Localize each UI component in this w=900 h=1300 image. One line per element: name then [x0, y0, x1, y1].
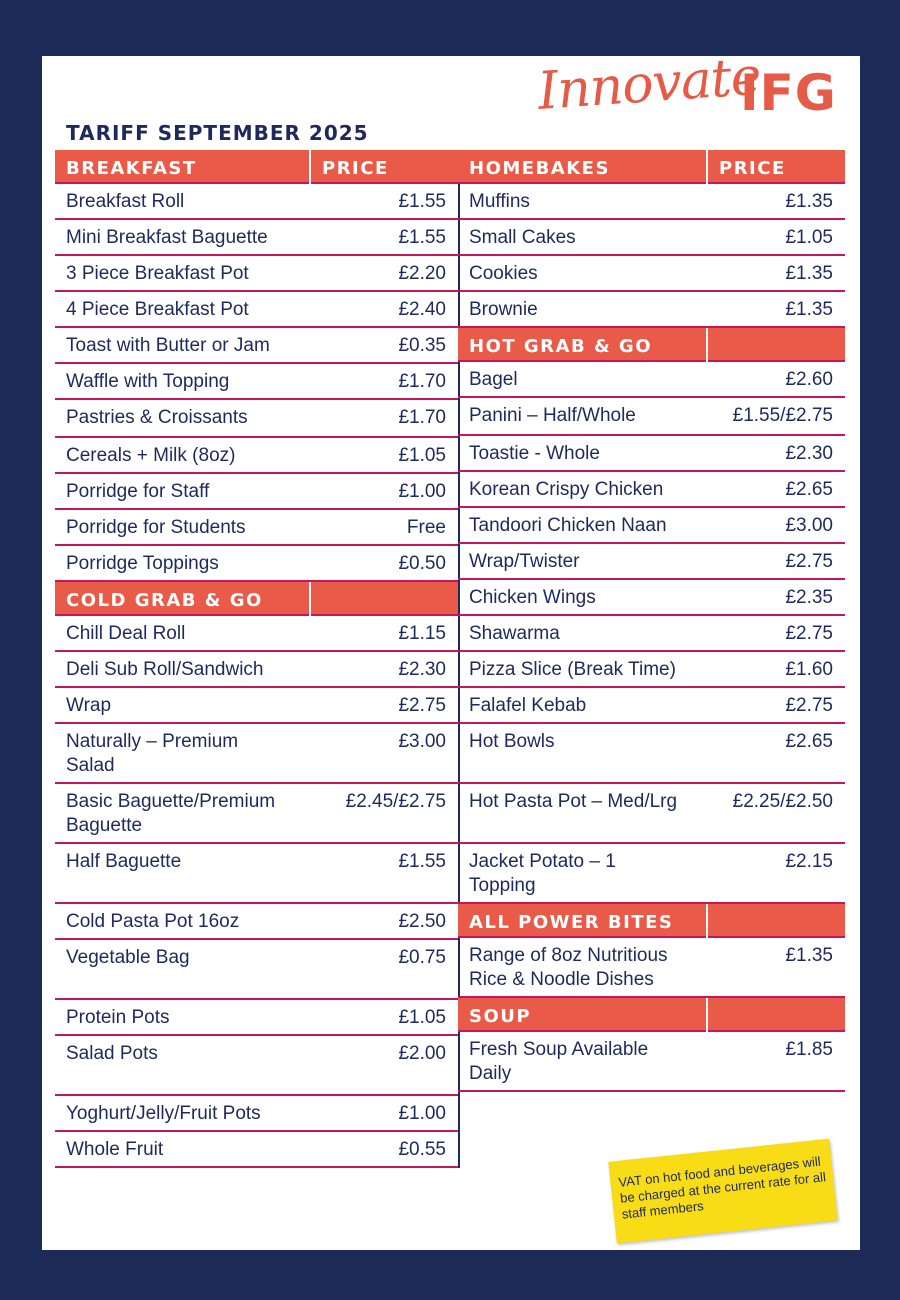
item-name: Cookies — [469, 263, 538, 284]
item-name: Mini Breakfast Baguette — [66, 227, 268, 248]
menu-row — [55, 184, 458, 220]
item-price: £2.60 — [785, 369, 833, 390]
menu-row — [55, 474, 458, 510]
section-title: HOT GRAB & GO — [469, 336, 653, 357]
item-name: Panini – Half/Whole — [469, 405, 636, 426]
item-price: £0.35 — [398, 335, 446, 356]
item-price: £1.35 — [785, 299, 833, 320]
price-heading: PRICE — [719, 158, 786, 179]
menu-row — [458, 508, 845, 544]
section-header-hot — [458, 328, 845, 362]
item-price: £2.75 — [785, 623, 833, 644]
item-name: Yoghurt/Jelly/Fruit Pots — [66, 1103, 261, 1124]
menu-row — [55, 1036, 458, 1096]
item-name: Porridge for Staff — [66, 481, 210, 502]
item-name: Korean Crispy Chicken — [469, 479, 664, 500]
header-divider — [706, 904, 708, 938]
menu-row — [55, 364, 458, 400]
section-title: BREAKFAST — [66, 158, 197, 179]
item-price: £1.05 — [398, 1007, 446, 1028]
section-header-cold — [55, 582, 458, 616]
item-price: £1.70 — [398, 371, 446, 392]
item-price: £2.65 — [785, 479, 833, 500]
item-price: £2.75 — [398, 695, 446, 716]
menu-row — [55, 256, 458, 292]
item-name: Porridge Toppings — [66, 553, 219, 574]
menu-row — [458, 724, 845, 784]
item-price: £1.35 — [785, 945, 833, 966]
menu-row — [55, 1132, 458, 1168]
item-name: Naturally – Premium Salad — [66, 731, 239, 776]
item-name: Bagel — [469, 369, 518, 390]
menu-row — [458, 292, 845, 328]
item-price: £1.55/£2.75 — [732, 405, 833, 426]
item-price: £2.65 — [785, 731, 833, 752]
item-name: Half Baguette — [66, 851, 182, 872]
item-price: £2.35 — [785, 587, 833, 608]
menu-row — [55, 1000, 458, 1036]
item-price: £2.75 — [785, 551, 833, 572]
item-price: £1.35 — [785, 191, 833, 212]
menu-row — [458, 436, 845, 472]
item-price: £1.55 — [398, 191, 446, 212]
header-divider — [706, 328, 708, 362]
menu-row — [55, 220, 458, 256]
item-price: £1.00 — [398, 1103, 446, 1124]
menu-row — [458, 472, 845, 508]
brand-bold: IFG — [740, 64, 837, 122]
item-price: £2.75 — [785, 695, 833, 716]
right-column — [458, 150, 845, 1092]
item-price: £1.55 — [398, 227, 446, 248]
item-price: £2.30 — [785, 443, 833, 464]
menu-row — [55, 724, 458, 784]
menu-row — [55, 1096, 458, 1132]
menu-row — [458, 580, 845, 616]
left-column — [55, 150, 460, 1168]
section-header-power-bites — [458, 904, 845, 938]
menu-row — [458, 938, 845, 998]
item-price: £2.20 — [398, 263, 446, 284]
item-price: £1.15 — [398, 623, 446, 644]
section-title: HOMEBAKES — [469, 158, 610, 179]
section-header-homebakes — [458, 150, 845, 184]
menu-row — [458, 398, 845, 436]
header-divider — [706, 998, 708, 1032]
brand-script: Innovate — [535, 46, 763, 122]
header-divider — [309, 150, 311, 184]
item-name: Hot Bowls — [469, 731, 555, 752]
item-name: Waffle with Topping — [66, 371, 230, 392]
header-divider — [309, 582, 311, 616]
menu-row — [55, 940, 458, 1000]
item-name: Wrap/Twister — [469, 551, 580, 572]
item-name: Whole Fruit — [66, 1139, 164, 1160]
menu-row — [458, 220, 845, 256]
menu-row — [458, 652, 845, 688]
menu-row — [458, 688, 845, 724]
menu-row — [55, 688, 458, 724]
item-price: £1.70 — [398, 407, 446, 428]
item-price: £2.30 — [398, 659, 446, 680]
menu-row — [458, 256, 845, 292]
item-name: Wrap — [66, 695, 112, 716]
item-name: Breakfast Roll — [66, 191, 185, 212]
item-name: Hot Pasta Pot – Med/Lrg — [469, 791, 678, 812]
menu-row — [55, 400, 458, 438]
item-name: Toastie - Whole — [469, 443, 600, 464]
item-name: Shawarma — [469, 623, 560, 644]
item-price: £3.00 — [398, 731, 446, 752]
menu-row — [55, 438, 458, 474]
section-title: ALL POWER BITES — [469, 912, 674, 933]
item-name: Chicken Wings — [469, 587, 596, 608]
menu-row — [55, 510, 458, 546]
item-price: £1.05 — [398, 445, 446, 466]
item-price: £0.50 — [398, 553, 446, 574]
item-price: £2.40 — [398, 299, 446, 320]
item-price: £2.15 — [785, 851, 833, 872]
item-name: Range of 8oz Nutritious Rice & Noodle Dishes — [469, 945, 668, 990]
item-name: Salad Pots — [66, 1043, 158, 1064]
menu-row — [458, 616, 845, 652]
item-price: £2.45/£2.75 — [345, 791, 446, 812]
menu-row — [458, 784, 845, 844]
vat-note-text: VAT on hot food and beverages will be charged at the current rate for all staff members — [617, 1153, 827, 1222]
menu-row — [55, 546, 458, 582]
item-price: £2.00 — [398, 1043, 446, 1064]
item-price: Free — [406, 517, 446, 538]
item-name: Chill Deal Roll — [66, 623, 186, 644]
item-name: Cold Pasta Pot 16oz — [66, 911, 240, 932]
item-name: Vegetable Bag — [66, 947, 190, 968]
item-price: £2.25/£2.50 — [732, 791, 833, 812]
item-name: Jacket Potato – 1 Topping — [469, 851, 616, 896]
page-title: TARIFF SEPTEMBER 2025 — [66, 121, 369, 145]
menu-row — [55, 784, 458, 844]
item-name: 3 Piece Breakfast Pot — [66, 263, 249, 284]
item-name: Tandoori Chicken Naan — [469, 515, 667, 536]
section-header-soup — [458, 998, 845, 1032]
item-price: £3.00 — [785, 515, 833, 536]
item-price: £1.35 — [785, 263, 833, 284]
item-name: Deli Sub Roll/Sandwich — [66, 659, 264, 680]
item-name: Toast with Butter or Jam — [66, 335, 270, 356]
item-price: £1.05 — [785, 227, 833, 248]
item-price: £1.85 — [785, 1039, 833, 1060]
price-heading: PRICE — [322, 158, 389, 179]
item-name: Protein Pots — [66, 1007, 170, 1028]
menu-row — [55, 844, 458, 904]
item-price: £1.00 — [398, 481, 446, 502]
item-name: Basic Baguette/Premium Baguette — [66, 791, 276, 836]
section-title: COLD GRAB & GO — [66, 590, 263, 611]
item-name: Pizza Slice (Break Time) — [469, 659, 676, 680]
menu-row — [458, 544, 845, 580]
item-name: Cereals + Milk (8oz) — [66, 445, 236, 466]
item-name: Muffins — [469, 191, 530, 212]
menu-row — [55, 652, 458, 688]
menu-row — [55, 616, 458, 652]
menu-row — [55, 328, 458, 364]
header-divider — [706, 150, 708, 184]
frame-border — [0, 0, 900, 42]
item-price: £1.55 — [398, 851, 446, 872]
menu-row — [55, 904, 458, 940]
item-name: Brownie — [469, 299, 538, 320]
menu-row — [458, 1032, 845, 1092]
section-header-breakfast — [55, 150, 458, 184]
item-name: Pastries & Croissants — [66, 407, 248, 428]
item-name: Porridge for Students — [66, 517, 246, 538]
item-price: £0.55 — [398, 1139, 446, 1160]
item-price: £0.75 — [398, 947, 446, 968]
item-name: Fresh Soup Available Daily — [469, 1039, 649, 1084]
item-price: £1.60 — [785, 659, 833, 680]
menu-row — [458, 184, 845, 220]
item-name: 4 Piece Breakfast Pot — [66, 299, 249, 320]
menu-row — [458, 362, 845, 398]
item-name: Falafel Kebab — [469, 695, 587, 716]
brand-logo — [535, 46, 850, 132]
item-price: £2.50 — [398, 911, 446, 932]
item-name: Small Cakes — [469, 227, 576, 248]
section-title: SOUP — [469, 1006, 532, 1027]
menu-row — [55, 292, 458, 328]
menu-row — [458, 844, 845, 904]
